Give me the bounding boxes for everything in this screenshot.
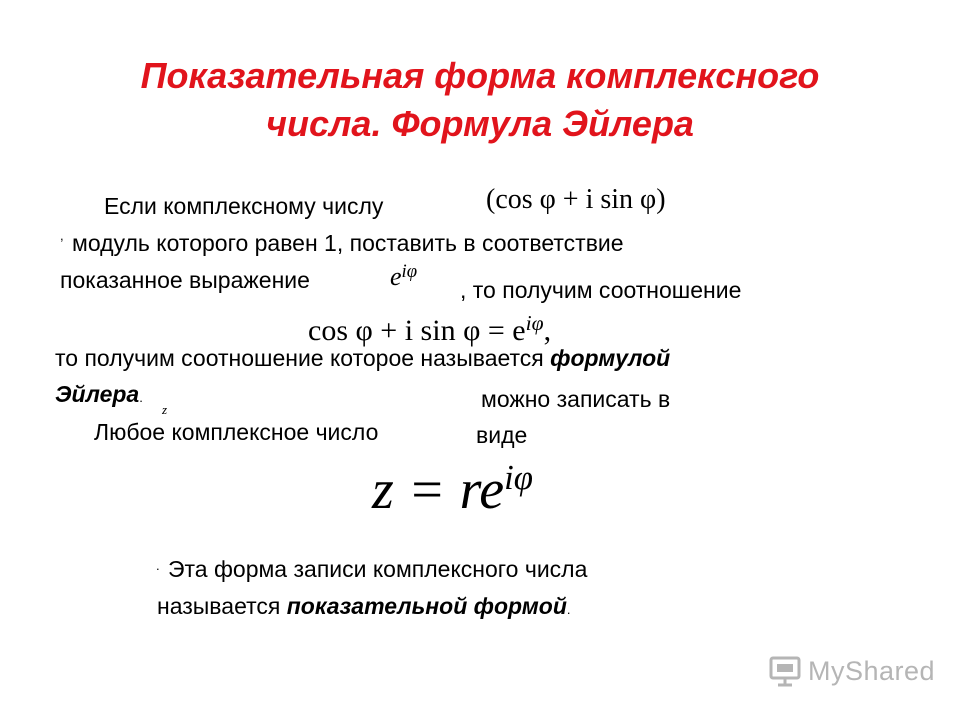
euler-formula-term: формулой xyxy=(550,345,671,371)
shown-expression-text: показанное выражение xyxy=(60,267,310,293)
title-line-1: Показательная форма комплексного xyxy=(140,55,820,96)
exp-base: e xyxy=(390,262,402,291)
title-line-2: числа. Формула Эйлера xyxy=(266,103,694,144)
euler-naming-text xyxy=(55,344,670,372)
myshared-logo xyxy=(768,654,935,688)
unit-complex-formula: (cos φ + i sin φ) xyxy=(486,184,666,215)
exponential-form-term: показательной формой xyxy=(286,593,567,619)
form-name-plain: называется xyxy=(157,593,287,619)
euler-name-line xyxy=(55,380,143,412)
intro-text: Если комплексному числу xyxy=(104,193,384,219)
can-write-text-2: виде xyxy=(476,422,528,448)
leading-dot: . xyxy=(156,558,160,573)
euler-naming-plain: то получим соотношение которое называется xyxy=(55,345,551,371)
page-title xyxy=(0,52,960,148)
can-write-text-1: можно записать в xyxy=(481,386,671,412)
euler-name-dot: . xyxy=(139,390,143,405)
then-relation-text: , то получим соотношение xyxy=(460,277,742,303)
any-complex-number-text: Любое комплексное число xyxy=(94,419,379,445)
exp-power: iφ xyxy=(401,260,418,282)
modulus-text: модуль которого равен 1, поставить в соответствие xyxy=(72,230,624,256)
exponential-form-main: z = re xyxy=(372,459,505,521)
form-description-text: Эта форма записи комплексного числа xyxy=(168,556,588,582)
exponential-form-formula xyxy=(372,458,533,529)
euler-name: Эйлера xyxy=(55,381,140,407)
comma-mark: , xyxy=(60,228,64,243)
logo-text: MyShared xyxy=(808,655,936,686)
euler-formula-punct: , xyxy=(543,314,552,347)
presentation-board-icon xyxy=(768,654,802,688)
form-name-dot: . xyxy=(566,602,571,617)
exponential-form-power: iφ xyxy=(504,457,534,497)
exp-expression xyxy=(390,262,417,295)
small-z-symbol: z xyxy=(162,402,168,417)
euler-formula-main: cos φ + i sin φ = e xyxy=(308,314,526,347)
euler-formula-power: iφ xyxy=(525,311,544,336)
form-name-line xyxy=(157,592,571,624)
